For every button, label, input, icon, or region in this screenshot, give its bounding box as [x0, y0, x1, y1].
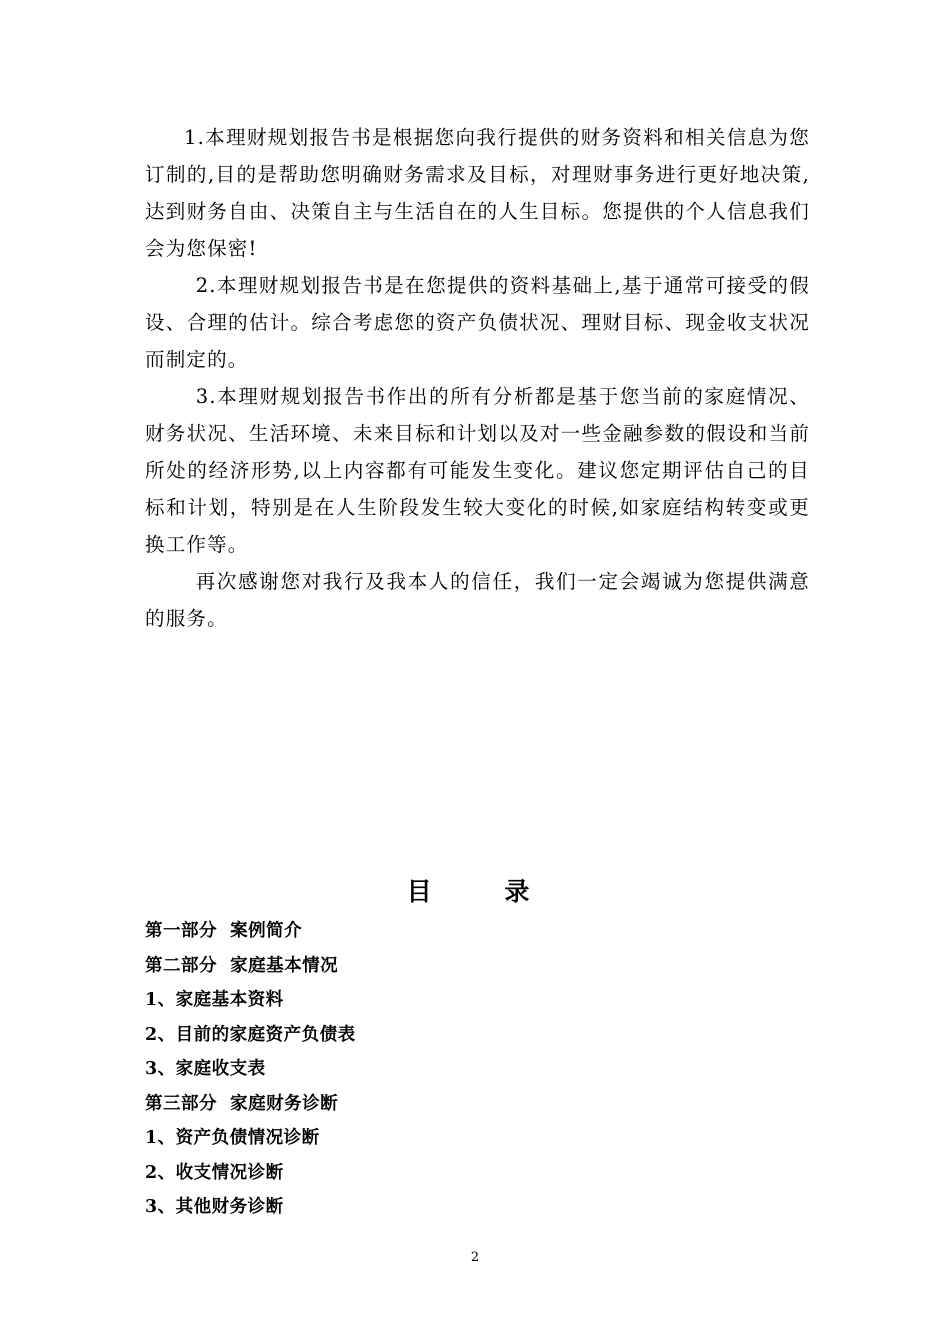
toc-item-balance-sheet[interactable]: 2、目前的家庭资产负债表: [145, 1024, 356, 1045]
toc-item-part-2[interactable]: 第二部分 家庭基本情况: [145, 955, 339, 976]
paragraph-4: 再次感谢您对我行及我本人的信任，我们一定会竭诚为您提供满意的服务。: [145, 570, 810, 630]
toc-item-asset-liability-diagnosis[interactable]: 1、资产负债情况诊断: [145, 1128, 320, 1148]
toc-item-family-basic-info[interactable]: 1、家庭基本资料: [145, 990, 284, 1010]
toc-title: 目 录: [406, 877, 562, 906]
paragraph-3: 3.本理财规划报告书作出的所有分析都是基于您当前的家庭情况、财务状况、生活环境、未来目标和计划以及对一些金融参数的假设和当前所处的经济形势,以上内容都有可能发生变化。建议您定期评估自己的目标和计划，特别是在人生阶段发生较大变化的时候,如家庭结构转变或更换工作等。: [145, 385, 810, 556]
toc-item-part-1[interactable]: 第一部分 案例简介: [145, 921, 303, 941]
toc-item-other-diagnosis[interactable]: 3、其他财务诊断: [145, 1197, 284, 1217]
paragraph-2: 2.本理财规划报告书是在您提供的资料基础上,基于通常可接受的假设、合理的估计。综合考虑您的资产负债状况、理财目标、现金收支状况而制定的。: [145, 274, 810, 371]
toc-item-part-3[interactable]: 第三部分 家庭财务诊断: [145, 1093, 339, 1114]
disclaimer-text: [145, 119, 810, 637]
toc-item-income-expense-diagnosis[interactable]: 2、收支情况诊断: [145, 1162, 284, 1183]
toc-item-income-expense[interactable]: 3、家庭收支表: [145, 1059, 266, 1079]
page-number: 2: [470, 1250, 480, 1265]
paragraph-1: 1.本理财规划报告书是根据您向我行提供的财务资料和相关信息为您订制的,目的是帮助您明确财务需求及目标，对理财事务进行更好地决策,达到财务自由、决策自主与生活自在的人生目标。您提供的个人信息我们会为您保密!: [145, 126, 810, 260]
table-of-contents: [145, 914, 356, 1225]
